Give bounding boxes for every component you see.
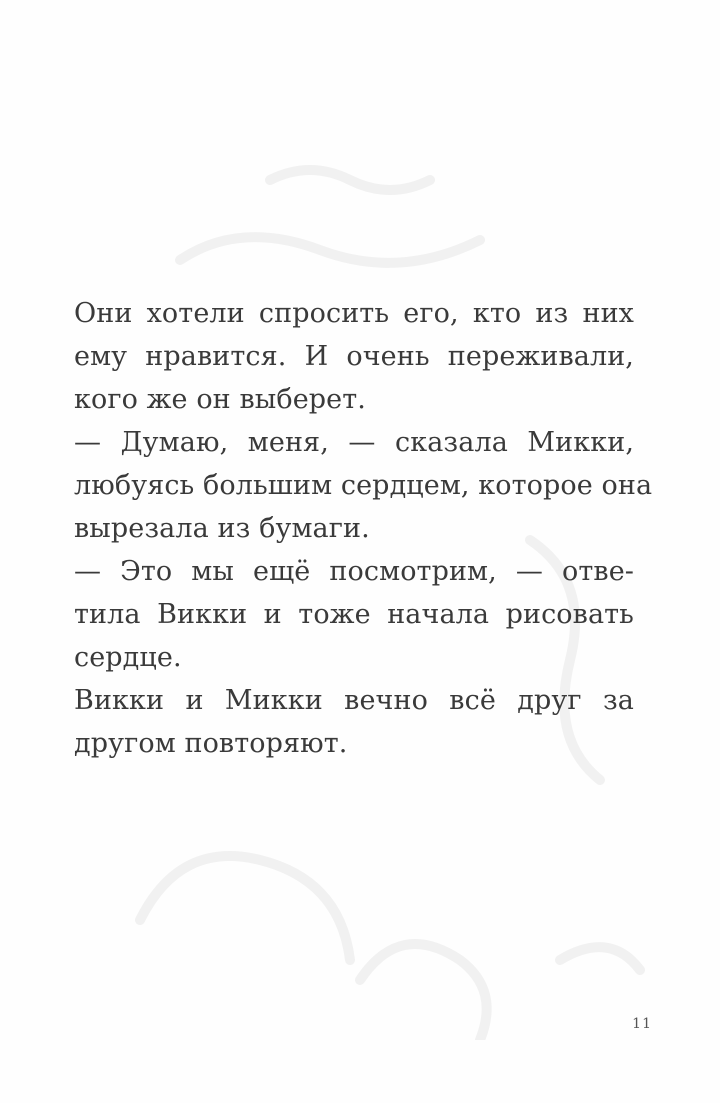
text-line: сердце. [74, 642, 182, 673]
page-number: 11 [632, 1016, 652, 1032]
text-line: Викки и Микки вечно всё друг за [74, 685, 634, 716]
text-line: кого же он выберет. [74, 384, 366, 415]
text-line: Они хотели спросить его, кто из них [74, 298, 634, 329]
text-line: — Думаю, меня, — сказала Микки, [74, 427, 634, 458]
text-line: тила Викки и тоже начала рисовать [74, 599, 634, 630]
text-line: — Это мы ещё посмотрим, — отве- [74, 556, 634, 587]
text-line: вырезала из бумаги. [74, 513, 370, 544]
body-text [74, 292, 653, 765]
text-line: любуясь большим сердцем, которое она [74, 470, 653, 501]
text-line: другом повторяют. [74, 728, 348, 759]
text-line: ему нравится. И очень переживали, [74, 341, 634, 372]
